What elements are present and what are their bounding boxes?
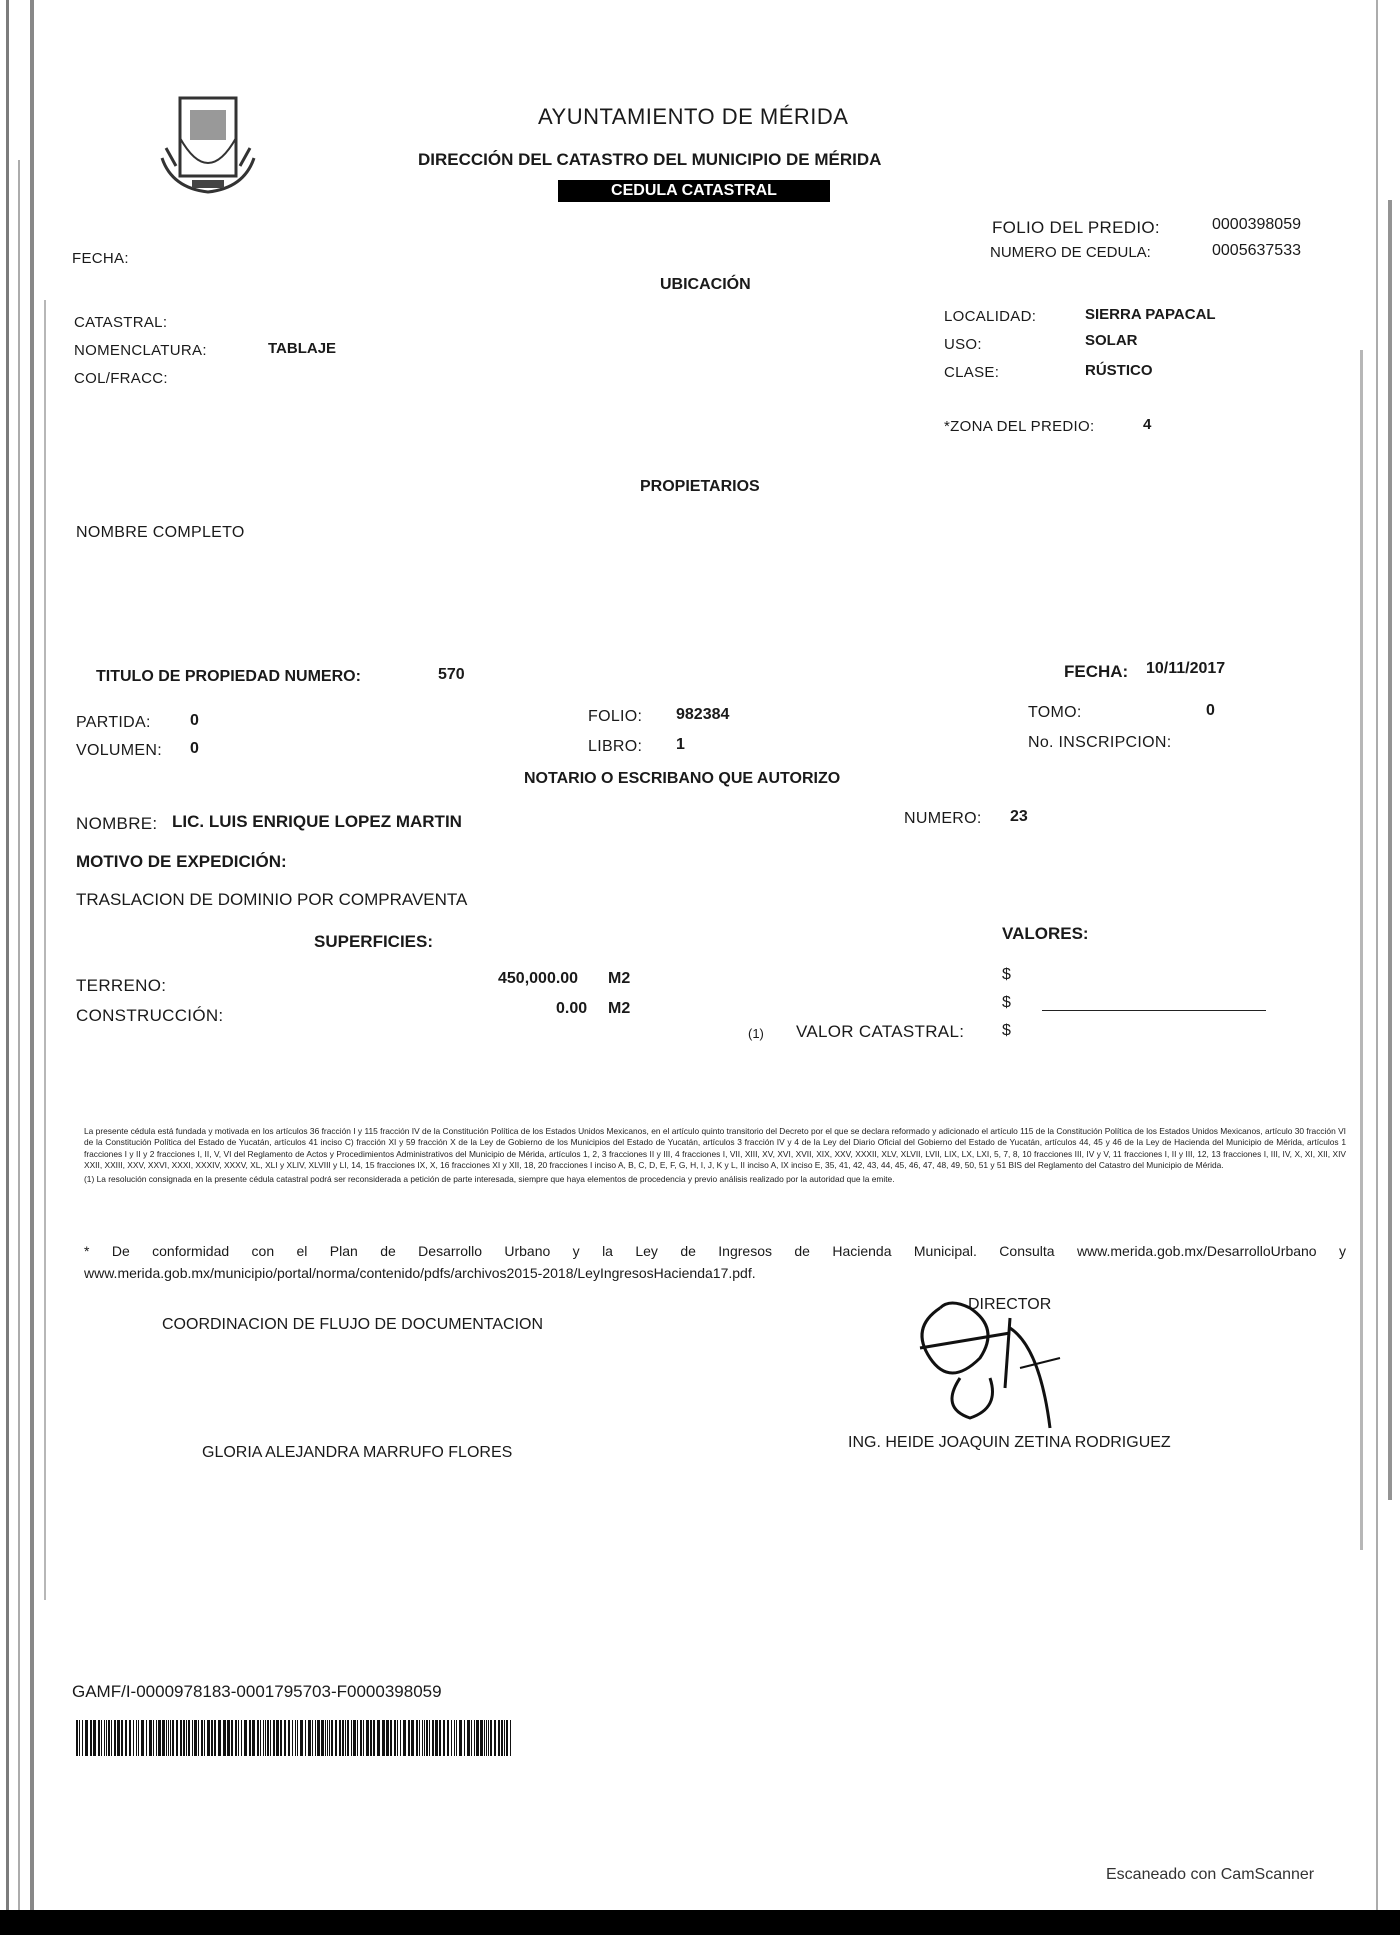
localidad-label: LOCALIDAD: bbox=[944, 308, 1037, 325]
folio-value: 0000398059 bbox=[1212, 216, 1301, 233]
legal-note-2-block bbox=[84, 1240, 1346, 1284]
notario-numero-value: 23 bbox=[1010, 808, 1028, 825]
colfracc-label: COL/FRACC: bbox=[74, 370, 168, 387]
municipal-seal-logo bbox=[152, 88, 264, 200]
valores-heading: VALORES: bbox=[1002, 924, 1089, 943]
signature-left-title: COORDINACION DE FLUJO DE DOCUMENTACION bbox=[162, 1316, 544, 1333]
legal-note-2: * De conformidad con el Plan de Desarrollo Urbano y la Ley de Ingresos de Hacienda Municipal. Consulta www.merida.gob.mx/DesarrolloUrbano y www.merida.gob.mx/municipio/portal/norma/contenido/pdfs/archivos2015-2018/LeyIngresosHacienda17.pdf. bbox=[84, 1243, 1346, 1281]
valor-catastral-currency: $ bbox=[1002, 1022, 1011, 1039]
motivo-value: TRASLACION DE DOMINIO POR COMPRAVENTA bbox=[76, 890, 468, 909]
localidad-value: SIERRA PAPACAL bbox=[1085, 306, 1216, 323]
document-title: CEDULA CATASTRAL bbox=[611, 182, 777, 199]
zona-label: *ZONA DEL PREDIO: bbox=[944, 418, 1095, 435]
tomo-label: TOMO: bbox=[1028, 704, 1082, 721]
tomo-value: 0 bbox=[1206, 702, 1215, 719]
notario-nombre-value: LIC. LUIS ENRIQUE LOPEZ MARTIN bbox=[172, 812, 462, 831]
legal-basis-text bbox=[84, 1126, 1346, 1185]
barcode-text: GAMF/I-0000978183-0001795703-F0000398059 bbox=[72, 1682, 442, 1701]
partida-label: PARTIDA: bbox=[76, 714, 151, 731]
ubicacion-heading: UBICACIÓN bbox=[660, 276, 751, 293]
terreno-value-currency: $ bbox=[1002, 966, 1011, 983]
signature-right-title: DIRECTOR bbox=[968, 1296, 1052, 1313]
signature-right-name: ING. HEIDE JOAQUIN ZETINA RODRIGUEZ bbox=[848, 1434, 1171, 1451]
titulo-fecha-label: FECHA: bbox=[1064, 662, 1129, 681]
superficies-heading: SUPERFICIES: bbox=[314, 932, 434, 951]
nomenclatura-value: TABLAJE bbox=[268, 340, 337, 357]
department-title: DIRECCIÓN DEL CATASTRO DEL MUNICIPIO DE MÉRIDA bbox=[418, 150, 882, 169]
valor-catastral-label: VALOR CATASTRAL: bbox=[796, 1022, 965, 1041]
notario-nombre-label: NOMBRE: bbox=[76, 814, 158, 833]
note-marker: (1) bbox=[748, 1026, 764, 1041]
nombre-completo-label: NOMBRE COMPLETO bbox=[76, 524, 245, 541]
construccion-value: 0.00 bbox=[556, 1000, 588, 1017]
director-signature bbox=[900, 1288, 1100, 1438]
libro-value: 1 bbox=[676, 736, 685, 753]
titulo-fecha-value: 10/11/2017 bbox=[1146, 660, 1226, 677]
propietarios-heading: PROPIETARIOS bbox=[640, 478, 760, 495]
uso-label: USO: bbox=[944, 336, 982, 353]
libro-label: LIBRO: bbox=[588, 738, 643, 755]
zona-value: 4 bbox=[1143, 416, 1152, 433]
inscripcion-label: No. INSCRIPCION: bbox=[1028, 734, 1172, 751]
signature-left-name: GLORIA ALEJANDRA MARRUFO FLORES bbox=[202, 1444, 513, 1461]
cedula-label: NUMERO DE CEDULA: bbox=[990, 244, 1151, 261]
folio-label: FOLIO DEL PREDIO: bbox=[992, 218, 1160, 237]
clase-value: RÚSTICO bbox=[1085, 362, 1153, 379]
titulo-folio-value: 982384 bbox=[676, 706, 730, 723]
motivo-label: MOTIVO DE EXPEDICIÓN: bbox=[76, 852, 287, 871]
legal-note-1: (1) La resolución consignada en la presente cédula catastral podrá ser reconsiderada a petición de parte interesada, siempre que haya elementos de procedencia y previo análisis realizado por la autoridad que la emite. bbox=[84, 1173, 895, 1184]
fecha-label: FECHA: bbox=[72, 250, 129, 267]
catastral-label: CATASTRAL: bbox=[74, 314, 168, 331]
nomenclatura-label: NOMENCLATURA: bbox=[74, 342, 207, 359]
uso-value: SOLAR bbox=[1085, 332, 1138, 349]
legal-paragraph: La presente cédula está fundada y motivada en los artículos 36 fracción I y 115 fracción IV de la Constitución Política de los Estados Unidos Mexicanos, en el artículo quinto transitorio del Decreto por el que se declara reformado y adicionado el artículo 115 de la Constitución Política de los Estados Unidos Mexicanos, artículo 30 fracción VI de la Constitución Política del Estado de Yucatán, artículos 41 inciso C) fracción XI y 59 fracción X de la Ley de Gobierno de los Municipios del Estado de Yucatán, artículos 3 fracción IV y 4 de la Ley del Diario Oficial del Gobierno del Estado de Yucatán, artículos 44, 45 y 46 de la Ley de Hacienda del Municipio de Mérida, artículos 1 fracciones I y II y 2 fracciones I, II, V, VI del Reglamento de Actos y Procedimientos Administrativos del Municipio de Mérida, artículos 1, 2, 3 fracciones II y III, 4 fracciones I, VII, XIII, XV, XVI, XVII, XIX, XXV, XXXII, XLV, XLVII, LVII, LIX, LX, LXI, 5, 7, 8, 10 fracciones III, IV y V, 11 fracciones I, II y III, 12, 13 fracciones I, III, IV, X, XI, XII, XIV XXII, XXIII, XXV, XXVI, XXXI, XXXIV, XXXV, XL, XLI y XLIV, XLVIII y LI, 14, 15 fracciones IX, X, 16 fracciones XI y XII, 18, 20 fracciones I inciso A, B, C, D, E, F, G, H, I, J, K y L, II inciso A, IX inciso E, 35, 41, 42, 43, 44, 45, 46, 47, 48, 49, 50, 51 y 51 BIS del Reglamento del Catastro del Municipio de Mérida. bbox=[84, 1126, 1346, 1171]
construccion-label: CONSTRUCCIÓN: bbox=[76, 1006, 224, 1025]
construccion-value-currency: $ bbox=[1002, 994, 1011, 1011]
titulo-folio-label: FOLIO: bbox=[588, 708, 643, 725]
notario-heading: NOTARIO O ESCRIBANO QUE AUTORIZO bbox=[524, 770, 841, 787]
barcode-image bbox=[76, 1720, 514, 1756]
titulo-label: TITULO DE PROPIEDAD NUMERO: bbox=[96, 668, 361, 685]
volumen-label: VOLUMEN: bbox=[76, 742, 162, 759]
partida-value: 0 bbox=[190, 712, 199, 729]
valor-line bbox=[1042, 1010, 1266, 1011]
terreno-label: TERRENO: bbox=[76, 976, 167, 995]
org-title: AYUNTAMIENTO DE MÉRIDA bbox=[538, 104, 849, 129]
volumen-value: 0 bbox=[190, 740, 199, 757]
construccion-unit: M2 bbox=[608, 1000, 631, 1017]
clase-label: CLASE: bbox=[944, 364, 1000, 381]
scan-bottom-edge bbox=[0, 1910, 1400, 1935]
terreno-value: 450,000.00 bbox=[498, 970, 579, 987]
document-title-banner bbox=[558, 180, 830, 202]
notario-numero-label: NUMERO: bbox=[904, 810, 982, 827]
scanner-watermark: Escaneado con CamScanner bbox=[1106, 1866, 1315, 1883]
terreno-unit: M2 bbox=[608, 970, 631, 987]
cedula-value: 0005637533 bbox=[1212, 242, 1301, 259]
titulo-value: 570 bbox=[438, 666, 465, 683]
